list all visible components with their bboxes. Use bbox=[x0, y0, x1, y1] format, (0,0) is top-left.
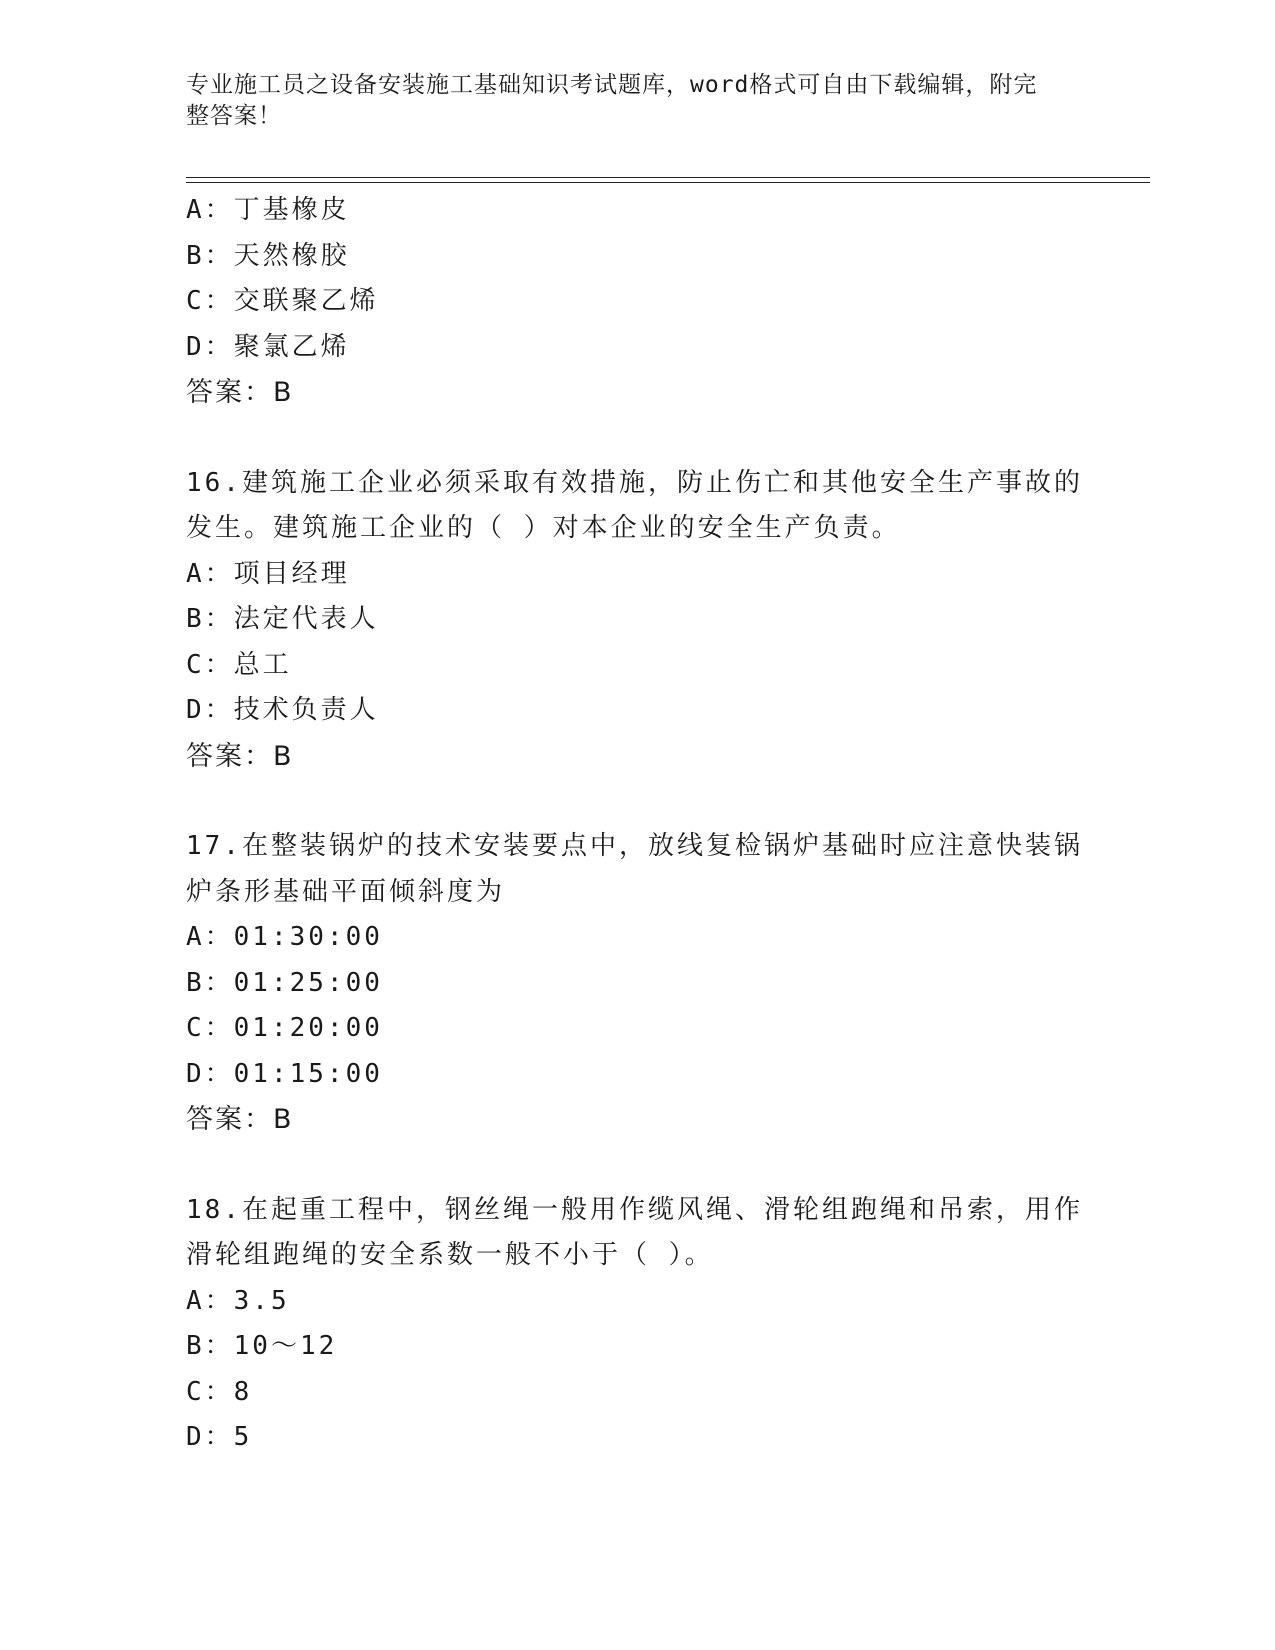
header-divider-top bbox=[186, 177, 1150, 178]
spacer bbox=[186, 416, 1086, 461]
option-c: C：总工 bbox=[186, 649, 292, 680]
option-b: B：天然橡胶 bbox=[186, 240, 350, 271]
option-c: C：8 bbox=[186, 1376, 253, 1407]
header-title-line-2: 整答案！ bbox=[186, 103, 282, 129]
question-stem-line-2: 发生。建筑施工企业的（ ）对本企业的安全生产负责。 bbox=[186, 513, 901, 543]
option-b: B：法定代表人 bbox=[186, 604, 379, 634]
option-a: A：丁基橡皮 bbox=[186, 195, 350, 225]
option-d: D：5 bbox=[186, 1422, 253, 1452]
option-c: C：交联聚乙烯 bbox=[186, 286, 379, 316]
spacer bbox=[186, 1143, 1086, 1188]
question-18 bbox=[186, 1188, 1086, 1461]
answer-line: 答案：B bbox=[186, 1104, 294, 1135]
answer-line: 答案：B bbox=[186, 740, 294, 772]
option-a: A：01:30:00 bbox=[186, 922, 383, 952]
question-stem-line-1: 17.在整装锅炉的技术安装要点中，放线复检锅炉基础时应注意快装锅 bbox=[186, 831, 1083, 861]
question-stem-line-1: 18.在起重工程中，钢丝绳一般用作缆风绳、滑轮组跑绳和吊索，用作 bbox=[186, 1194, 1083, 1225]
option-b: B：10～12 bbox=[186, 1331, 338, 1361]
question-stem-line-2: 炉条形基础平面倾斜度为 bbox=[186, 876, 506, 907]
question-stem-line-1: 16.建筑施工企业必须采取有效措施，防止伤亡和其他安全生产事故的 bbox=[186, 467, 1083, 498]
question-list bbox=[186, 188, 1086, 1461]
spacer bbox=[186, 779, 1086, 824]
header-title-line-1: 专业施工员之设备安装施工基础知识考试题库，word格式可自由下载编辑，附完 bbox=[186, 72, 1038, 98]
option-a: A：3.5 bbox=[186, 1285, 290, 1316]
question-15-continued bbox=[186, 188, 1086, 416]
question-17 bbox=[186, 824, 1086, 1143]
page-header bbox=[186, 70, 1066, 132]
option-d: D：聚氯乙烯 bbox=[186, 331, 350, 362]
header-divider-bottom bbox=[186, 182, 1150, 183]
option-d: D：技术负责人 bbox=[186, 695, 379, 725]
option-c: C：01:20:00 bbox=[186, 1013, 383, 1043]
question-16 bbox=[186, 461, 1086, 780]
option-d: D：01:15:00 bbox=[186, 1058, 383, 1089]
answer-line: 答案：B bbox=[186, 377, 294, 408]
option-b: B：01:25:00 bbox=[186, 967, 383, 998]
question-stem-line-2: 滑轮组跑绳的安全系数一般不小于（ ）。 bbox=[186, 1240, 714, 1270]
option-a: A：项目经理 bbox=[186, 558, 350, 589]
